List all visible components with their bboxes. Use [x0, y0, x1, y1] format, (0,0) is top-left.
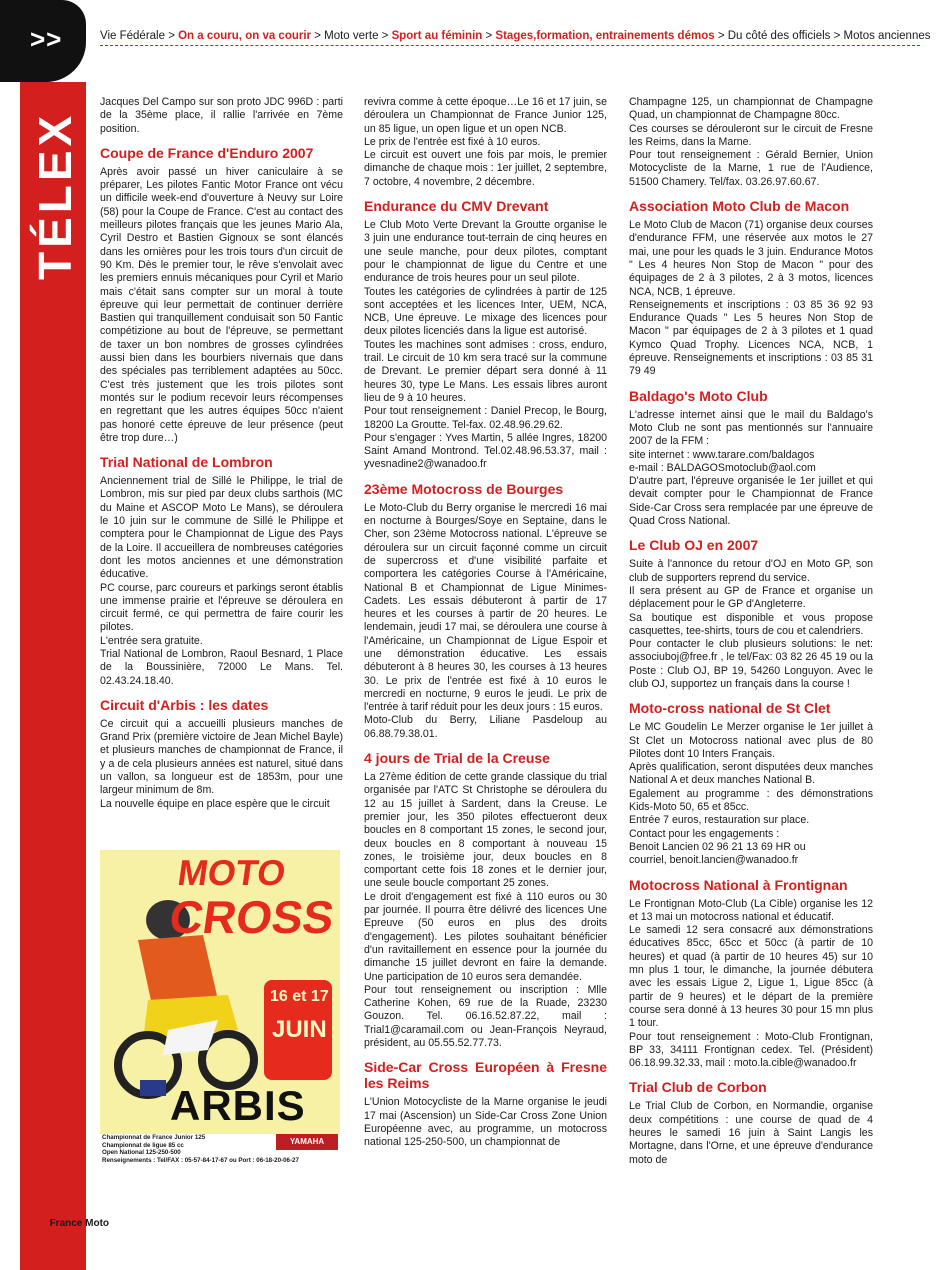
paragraph: Le Moto Club de Macon (71) organise deux courses d'endurance FFM, une réservée aux motos le 27 mai, une pour les quads le 3 juin. Endurance Motos " Les 4 heures Non Stop de Macon " pour des équipages de 2 à 3 pilotes, 2 à 3 motos, licences NCA, NCB, 1 épreuve.: [629, 219, 873, 298]
paragraph: Le Club Moto Verte Drevant la Groutte organise le 3 juin une endurance tout-terrain de cinq heures en une seule manche, pour deux pilotes, comptant pour le championnat de ligue du Centre et une endurance de trois heures pour un seul pilote.: [364, 219, 607, 285]
breadcrumb-item[interactable]: Vie Fédérale: [100, 30, 165, 42]
page-footer: [40, 1218, 109, 1229]
poster-word-moto: MOTO: [175, 852, 289, 893]
breadcrumb-item[interactable]: Motos anciennes: [843, 30, 931, 42]
paragraph: e-mail : BALDAGOSmotoclub@aol.com: [629, 461, 816, 474]
paragraph: D'autre part, l'épreuve organisée le 1er juillet et qui devait compter pour le Championnat de France Side-Car Cross sera remplacée par une épreuve de Quad Cross National.: [629, 475, 873, 528]
paragraph: Le circuit est ouvert une fois par mois, le premier dimanche de chaque mois : 1er juillet, 2 septembre, 7 octobre, 4 novembre, 2 décembre.: [364, 149, 607, 188]
breadcrumb-separator: >: [165, 30, 179, 42]
breadcrumb-separator: >: [714, 30, 728, 42]
breadcrumb-item[interactable]: Stages,formation, entrainements démos: [495, 30, 715, 42]
paragraph: Pour s'engager : Yves Martin, 5 allée Ingres, 18200 Saint Amand Montrond. Tel.02.48.96.53.37, mail : yvesnadine2@wanadoo.fr: [364, 431, 607, 471]
breadcrumb-item[interactable]: Sport au féminin: [391, 30, 483, 42]
paragraph: La nouvelle équipe en place espère que le circuit: [100, 797, 330, 810]
paragraph: Contact pour les engagements :: [629, 827, 780, 840]
page-number: 6: [40, 1218, 46, 1229]
column-1: [100, 96, 343, 811]
article-title: Circuit d'Arbis : les dates: [100, 696, 269, 713]
paragraph: Ces courses se dérouleront sur le circuit de Fresne les Reims, dans la Marne.: [629, 122, 873, 148]
paragraph: Après qualification, seront disputées deux manches National A et deux manches National B.: [629, 761, 873, 787]
poster-date-badge: [264, 980, 332, 1080]
paragraph: Le samedi 12 sera consacré aux démonstrations éducatives 85cc, 65cc et 50cc (à partir de 10 heures) et quad (à partir de 10 heures 45) sur 10 mn plus 1 tour, le dimanche, la journée débutera avec les essais Ligue 2, Ligue 1, Ligue 85cc (à partir de 9 heures) et le départ de la première course sera donné à 13 heures 30 pour 15 mn plus 1 tour.: [629, 924, 873, 1030]
paragraph: La 27ème édition de cette grande classique du trial organisée par l'ATC St Christophe se déroulera du 12 au 15 juillet à Sardent, dans la Creuse. Le premier jour, les 350 pilotes effectueront deux boucles en 8 comportant 15 zones, le second jour, deux boucles en 8 comportant à nouveau 15 zones, le troisième jour, deux boucles en 8 comportant cette fois 18 zones et le dernier jour, une seule boucle comportant 25 zones.: [364, 771, 607, 890]
paragraph: L'Union Motocycliste de la Marne organise le jeudi 17 mai (Ascension) un Side-Car Cross Zone Union Européenne avec, au programme, un motocross national 125-250-500, un championnat de: [364, 1096, 607, 1149]
article-title: Motocross National à Frontignan: [629, 876, 848, 893]
paragraph: site internet : www.tarare.com/baldagos: [629, 448, 815, 461]
paragraph: Pour tout renseignement : Gérald Bernier, Union Motocycliste de la Marne, 1 rue de l'Audience, 51500 Chamery. Tel/fax. 03.26.97.60.67.: [629, 149, 873, 188]
breadcrumb-separator: >: [482, 30, 496, 42]
paragraph: PC course, parc coureurs et parkings seront établis une immense prairie et l'épreuve se déroulera en circuit fermé, ce qui permettra de faire courir les pilotes.: [100, 581, 343, 634]
paragraph: Egalement au programme : des démonstrations Kids-Moto 50, 65 et 85cc.: [629, 787, 873, 814]
article-title: Trial National de Lombron: [100, 454, 273, 471]
paragraph: Pour tout renseignement : Moto-Club Frontignan, BP 33, 34111 Frontignan cedex. Tel. (Président) 06.18.99.32.33, mail : moto.la.cible@wanadoo.fr: [629, 1030, 873, 1070]
paragraph: Il sera présent au GP de France et organise un déplacement pour le GP d'Angleterre.: [629, 584, 873, 611]
poster-info-line: Championnat de ligue 85 cc: [102, 1141, 184, 1149]
article-title: Side-Car Cross Européen à Fresne les Reims: [364, 1059, 607, 1092]
paragraph: Pour tout renseignement : Daniel Precop, le Bourg, 18200 La Groutte. Tel-fax. 02.48.96.29.62.: [364, 405, 607, 431]
poster-info-line: Renseignements : Tel/FAX : 05-57-84-17-67 ou Port : 06-18-20-06-27: [102, 1156, 299, 1164]
paragraph: Anciennement trial de Sillé le Philippe, le trial de Lombron, mis sur pied par deux clubs sarthois (MC du Maine et ASCOP Moto Le Mans), se déroulera le 10 juin sur le commune de Sillé le Philippe et comptera pour le Championnat de Ligue des Pays de la Loire. Il accueillera de nombreuses catégories dont les motos anciennes et une démonstration éducative.: [100, 475, 343, 581]
sidebar: [0, 0, 86, 1270]
paragraph: Suite à l'annonce du retour d'OJ en Moto GP, son club de supporters reprend du service.: [629, 558, 873, 584]
paragraph: Champagne 125, un championnat de Champagne Quad, un championnat de Champagne 80cc.: [629, 96, 873, 122]
paragraph: Le prix de l'entrée est fixé à 10 euros.: [364, 135, 541, 148]
article-title: 4 jours de Trial de la Creuse: [364, 750, 550, 767]
paragraph: Après avoir passé un hiver caniculaire à se préparer, Les pilotes Fantic Motor France ont vécu un difficile week-end d'ouverture à Neuvy sur Loire (58) pour la Coupe de France. C'est au contact des meilleurs pilotes français que les jeunes Mario Ala, Cyril Destro et Bastien Gignoux se sont élancés dans les ornières pour les trois tours d'un circuit de 90 Km. Dès le premier tour, le rêve s'envolait avec les premiers ennuis mécaniques pour Cyril et Mario mais c'était sans compter sur un moral à toute épreuve qui leur permettait de continuer derrière Bastien qui tranquillement conduisait son 50 Fantic compétizione au bout de l'épreuve, se permettant de taxer un bon nombres de grosses cylindrées aussi bien dans les bourbiers nivernais que dans des spéciales pas terriblement adaptées au 50cc. C'est très justement que les trois pilotes sont montés sur le podium recevoir leurs récompenses en regrettant que les autres équipes 50cc n'aient pas honoré cette épreuve de leur présence (peut être trop dure…): [100, 165, 343, 444]
breadcrumb-item[interactable]: Moto verte: [324, 30, 379, 42]
paragraph: Trial National de Lombron, Raoul Besnard, 1 Place de la Boussinière, 72000 Le Mans. Tel. 02.43.24.18.40.: [100, 647, 343, 687]
rubric-text: TÉLEX: [29, 111, 81, 280]
article-title: Le Club OJ en 2007: [629, 537, 759, 554]
paragraph: Sa boutique est disponible et vous propose casquettes, tee-shirts, tours de cou et calendriers.: [629, 611, 873, 637]
paragraph: Pour tout renseignement ou inscription : Mlle Catherine Kohen, 69 rue de la Ruade, 23230 Gouzon. Tel. 06.16.52.87.22, mail : Trial1@caramail.com ou Jean-François Neyraud, président, au 05.55.52.77.73.: [364, 983, 607, 1049]
poster-info-line: Open National 125-250-500: [102, 1149, 181, 1156]
breadcrumb-item[interactable]: On a couru, on va courir: [178, 30, 312, 42]
article-title: Coupe de France d'Enduro 2007: [100, 144, 314, 161]
poster-info-line: Championnat de France Junior 125: [102, 1134, 206, 1141]
paragraph: Jacques Del Campo sur son proto JDC 996D : parti de la 35ème place, il rallie l'arrivée en 7ème position.: [100, 96, 343, 135]
section-tab: [0, 0, 86, 82]
column-2: [364, 96, 607, 1149]
paragraph: Le Frontignan Moto-Club (La Cible) organise les 12 et 13 mai un motocross national et éducatif.: [629, 897, 873, 923]
breadcrumb-item[interactable]: Du côté des officiels: [727, 30, 831, 42]
paragraph: Pour contacter le club plusieurs solutions: le net: associuboj@free.fr , le tel/Fax: 03 82 26 45 19 ou la Poste : Club OJ, BP 19, 54260 Longuyon. Avec le club OJ, supportez un français dans la course !: [629, 638, 873, 690]
rubric-title: [28, 100, 81, 300]
poster-word-cross: CROSS: [166, 891, 338, 943]
paragraph: Benoit Lancien 02 96 21 13 69 HR ou: [629, 840, 806, 853]
tab-arrows: >>: [30, 24, 63, 54]
article-title: Endurance du CMV Drevant: [364, 198, 549, 215]
paragraph: Le droit d'engagement est fixé à 110 euros ou 30 par journée. Il pourra être délivré des licences Une Epreuve (50 euros en plus des droits d'engagement). Les pilotes souhaitant bénéficier d'un ravitaillement en essence pour la journée du dimanche 15 juillet devront en faire la demande. Une participation de 10 euros sera demandée.: [364, 890, 607, 983]
paragraph: L'adresse internet ainsi que le mail du Baldago's Moto Club ne sont pas mentionnés sur l'annuaire 2007 de la FFM :: [629, 408, 873, 448]
column-3: [629, 96, 873, 1167]
breadcrumb: [100, 30, 931, 46]
paragraph: Entrée 7 euros, restauration sur place.: [629, 814, 810, 827]
article-title: Trial Club de Corbon: [629, 1079, 767, 1096]
breadcrumb-separator: >: [378, 30, 392, 42]
poster-month: JUIN: [272, 1016, 327, 1043]
article-title: Association Moto Club de Macon: [629, 198, 850, 215]
paragraph: Toutes les catégories de cylindrées à partir de 125 sont acceptées et les licences Inter, UEM, NCA, NCB, Une épreuve. Le mixage des licences pour deux pilotes licenciés dans la ligue est autorisé.: [364, 285, 607, 338]
breadcrumb-separator: >: [311, 30, 325, 42]
poster-place: ARBIS: [170, 1082, 306, 1129]
paragraph: Renseignements et inscriptions : 03 85 36 92 93 Endurance Quads " Les 5 heures Non Stop de Macon " par équipages de 2 à 3 pilotes et 1 quad Kymco Quad Trophy. Licences NCA, NCB, 1 épreuve. Renseignements et inscriptions : 03 85 31 79 49: [629, 298, 873, 378]
magazine-name: France Moto: [49, 1218, 110, 1229]
paragraph: courriel, benoit.lancien@wanadoo.fr: [629, 854, 799, 867]
sponsor-logo: YAMAHA: [276, 1134, 338, 1150]
paragraph: Ce circuit qui a accueilli plusieurs manches de Grand Prix (première victoire de Jean Michel Bayle) et plusieurs manches de championnat de France, il y a de cela plusieurs années est naturel, situé dans un vallon, sa longueur est de 1853m, pour une largeur minimum de 8m.: [100, 717, 343, 797]
article-title: 23ème Motocross de Bourges: [364, 480, 564, 497]
article-title: Baldago's Moto Club: [629, 387, 768, 404]
paragraph: Toutes les machines sont admises : cross, enduro, trail. Le circuit de 10 km sera tracé sur la commune de Drevant. Le premier départ sera donné à 11 heures 30, type Le Mans. Les essais libres auront lieu de 9 à 10 heures.: [364, 338, 607, 404]
paragraph: Le Moto-Club du Berry organise le mercredi 16 mai en nocturne à Bourges/Soye en Septaine, dans le Cher, son 23ème Motocross national. L'épreuve se déroulera sur un circuit façonné comme un circuit de supercross et d'une visibilité parfaite et comportera les catégories Course à l'Américaine, National B et Championnat de Ligue Minimes-Cadets. Les essais débuteront à partir de 17 heures et les courses à partir de 20 heures. Le lendemain, jeudi 17 mai, se déroulera une course à l'Américaine, un Championnat de Ligue Espoir et une démonstration éducative. Les essais débuteront à 8 heures 30, les courses à 13 heures 30. Le prix de l'entrée est fixé à 10 euros le mercredi en nocturne, 9 euros le jeudi. Le prix de l'entrée à tarif réduit pour les deux jours : 15 euros.: [364, 501, 607, 714]
paragraph: Le MC Goudelin Le Merzer organise le 1er juillet à St Clet un Motocross national avec plus de 80 Pilotes dont 10 Inters Français.: [629, 721, 873, 760]
article-title: Moto-cross national de St Clet: [629, 700, 831, 717]
paragraph: Le Trial Club de Corbon, en Normandie, organise deux compétitions : une course de quad de 4 heures le samedi 16 juin à Saint Langis les Mortagne, dans l'Orne, et une épreuve d'endurance moto de: [629, 1100, 873, 1166]
paragraph: L'entrée sera gratuite.: [100, 634, 203, 647]
motocross-poster: [100, 850, 340, 1182]
paragraph: Moto-Club du Berry, Liliane Pasdeloup au 06.88.79.38.01.: [364, 714, 607, 740]
poster-days: 16 et 17: [270, 988, 329, 1005]
club-logo-icon: [140, 1080, 166, 1096]
paragraph: revivra comme à cette époque…Le 16 et 17 juin, se déroulera un Championnat de France Junior 125, un 85 ligue, un open ligue et un open NCB.: [364, 96, 607, 135]
breadcrumb-separator: >: [830, 30, 844, 42]
